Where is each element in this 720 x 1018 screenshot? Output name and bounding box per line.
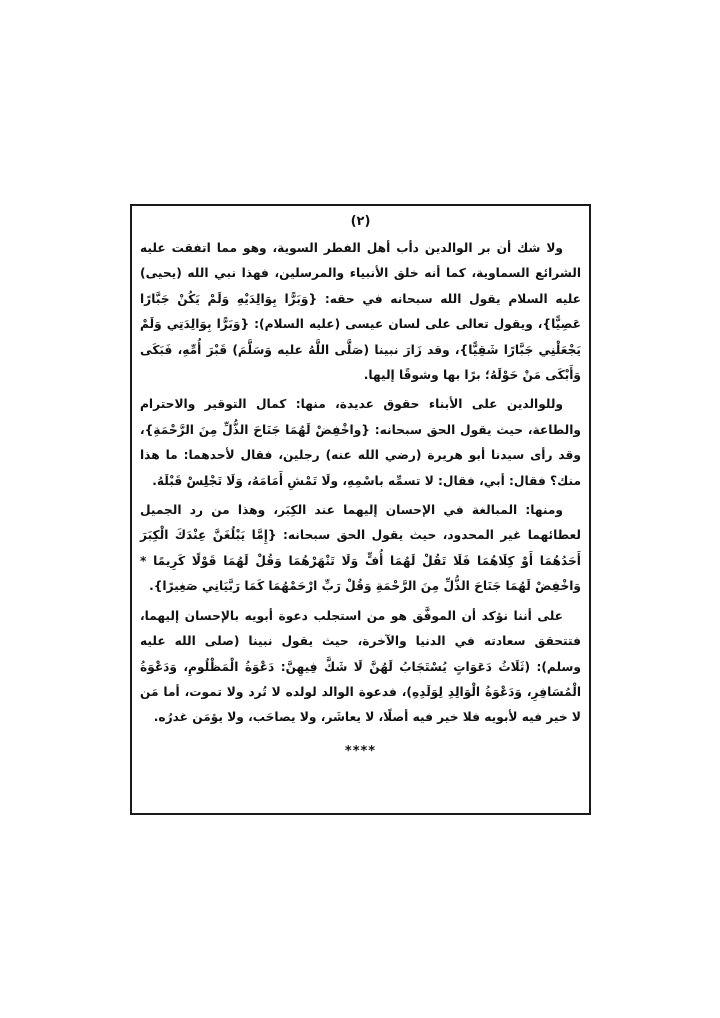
paragraph-4: على أننا نؤكد أن الموفَّق هو من استجلب دعوة أبويه بالإحسان إليهما، فتتحقق سعادته في الدنيا والآخرة، حيث يقول نبينا (صلى الله عليه وسلم): (ثَلَاثُ دَعَوَاتٍ يُسْتَجَابُ لَهُنَّ لَا شَكَّ فِيهِنَّ: دَعْوَةُ الْمَظْلُومِ، وَدَعْوَةُ الْمُسَافِرِ، وَدَعْوَةُ الْوَالِدِ لِوَلَدِهِ)، فدعوة الوالد لولده لا تُرد ولا تموت، أما مَن لا خير فيه لأبويه فلا خير فيه أصلًا، لا يعاشَر، ولا يصاحَب، ولا يؤمَن غدرُه. (140, 608, 581, 725)
page-frame (130, 204, 591, 815)
text-body (140, 236, 581, 764)
paragraph-3: ومنها: المبالغة في الإحسان إليهما عند الكِبَر، وهذا من رد الجميل لعطائهما غير المحدود، حيث يقول الحق سبحانه: {إِمَّا يَبْلُغَنَّ عِنْدَكَ الْكِبَرَ أَحَدُهُمَا أَوْ كِلَاهُمَا فَلَا تَقُلْ لَهُمَا أُفٍّ وَلَا تَنْهَرْهُمَا وَقُلْ لَهُمَا قَوْلًا كَرِيمًا * وَاخْفِضْ لَهُمَا جَنَاحَ الذُّلِّ مِنَ الرَّحْمَةِ وَقُلْ رَبِّ ارْحَمْهُمَا كَمَا رَبَّيَانِي صَغِيرًا}. (140, 503, 581, 594)
section-separator: **** (344, 743, 377, 759)
page-number: (٢) (350, 214, 371, 229)
paragraph-2: وللوالدين على الأبناء حقوق عديدة، منها: كمال التوقير والاحترام والطاعة، حيث يقول الحق سبحانه: {واخْفِضْ لَهُمَا جَنَاحَ الذُّلِّ مِنَ الرَّحْمَةِ}، وقد رأى سيدنا أبو هريرة (رضي الله عنه) رجلين، فقال لأحدهما: ما هذا منك؟ فقال: أبي، فقال: لا تسمِّه باسْمِهِ، ولَا تَمْشِ أَمَامَهُ، وَلَا تَجْلِسْ قَبْلَهُ. (140, 397, 581, 488)
paragraph-1: ولا شك أن بر الوالدين دأب أهل الفطر السوية، وهو مما اتفقت عليه الشرائع السماوية، كما أنه خلق الأنبياء والمرسلين، فهذا نبي الله (يحيى) عليه السلام يقول الله سبحانه في حقه: {وَبَرًّا بِوَالِدَيْهِ وَلَمْ يَكُنْ جَبَّارًا عَصِيًّا}، ويقول تعالى على لسان عيسى (عليه السلام): {وَبَرًّا بِوَالِدَتِي وَلَمْ يَجْعَلْنِي جَبَّارًا شَقِيًّا}، وقد زَارَ نبينا (صَلَّى اللَّهُ عليه وَسَلَّمَ) قَبْرَ أُمِّهِ، فَبَكَى وَأَبْكَى مَنْ حَوْلَهُ؛ برًا بها وشوقًا إليها. (140, 241, 581, 383)
